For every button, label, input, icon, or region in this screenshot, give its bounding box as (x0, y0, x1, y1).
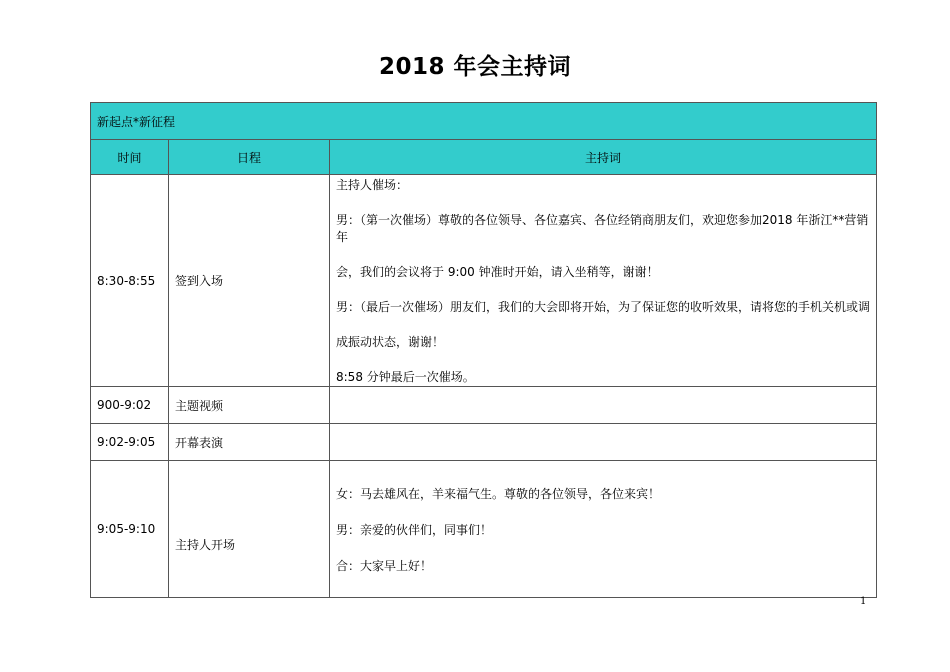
script-line: 主持人催场： (336, 178, 409, 192)
table-row (91, 387, 877, 424)
table-header-row (91, 140, 877, 175)
time-cell: 9:05-9:10 (91, 461, 169, 598)
script-line: 会，我们的会议将于 9:00 钟准时开始，请入坐稍等，谢谢！ (336, 265, 659, 279)
table-banner: 新起点*新征程 (91, 103, 877, 140)
column-header-time: 时间 (91, 140, 169, 175)
script-cell (330, 461, 877, 598)
script-cell (330, 387, 877, 424)
column-header-schedule: 日程 (169, 140, 330, 175)
time-cell: 900-9:02 (91, 387, 169, 424)
column-header-script: 主持词 (330, 140, 877, 175)
script-line: 女：马去雄风在，羊来福气生。尊敬的各位领导，各位来宾！ (336, 486, 661, 501)
time-cell: 9:02-9:05 (91, 424, 169, 461)
script-line: 成振动状态，谢谢！ (336, 335, 445, 349)
table-banner-row (91, 103, 877, 140)
time-cell: 8:30-8:55 (91, 175, 169, 387)
table-row (91, 461, 877, 598)
script-line: 男：（最后一次催场）朋友们，我们的大会即将开始，为了保证您的收听效果，请将您的手机关机或调 (336, 300, 871, 314)
segment-cell: 主题视频 (169, 387, 330, 424)
document-title: 2018 年会主持词 (378, 54, 572, 80)
script-line: 合：大家早上好！ (336, 558, 433, 573)
schedule-table (90, 102, 877, 598)
table-row (91, 175, 877, 387)
script-cell (330, 175, 877, 387)
script-line: 8:58 分钟最后一次催场。 (336, 370, 475, 384)
segment-cell: 主持人开场 (169, 461, 330, 598)
script-line: 男：（第一次催场）尊敬的各位领导、各位嘉宾、各位经销商朋友们，欢迎您参加2018 年浙江**营销年 (336, 213, 869, 244)
segment-cell: 签到入场 (169, 175, 330, 387)
script-cell (330, 424, 877, 461)
table-row (91, 424, 877, 461)
page-number: 1 (860, 596, 867, 607)
segment-cell: 开幕表演 (169, 424, 330, 461)
script-line: 男：亲爱的伙伴们，同事们！ (336, 522, 493, 537)
